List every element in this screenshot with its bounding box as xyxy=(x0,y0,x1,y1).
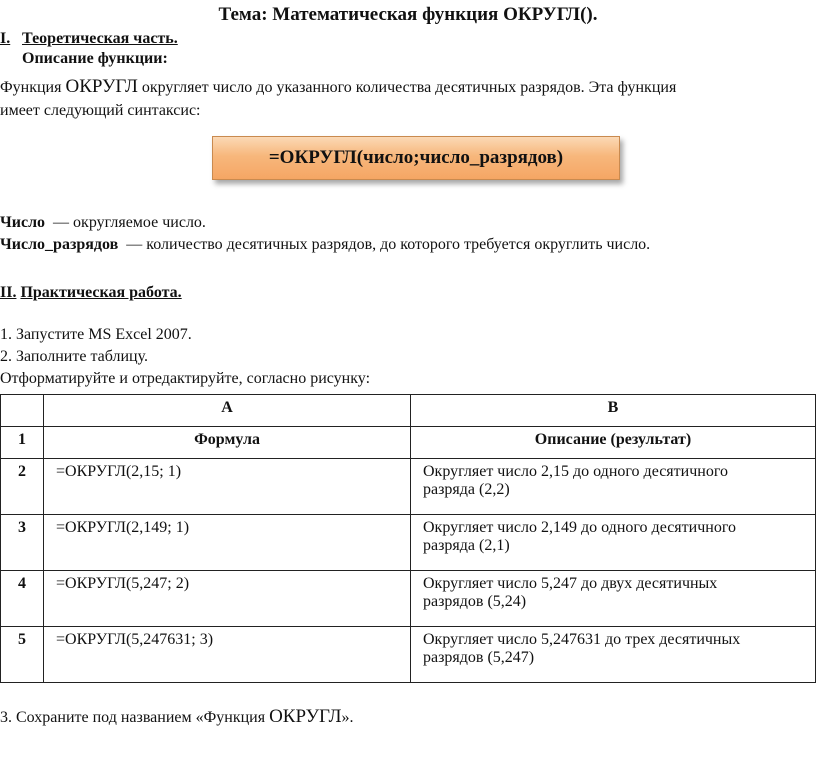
step-2-instruction: Отформатируйте и отредактируйте, согласно рисунку: xyxy=(0,370,371,387)
row-number: 3 xyxy=(1,515,44,571)
table-column-letters-row xyxy=(1,395,816,427)
syntax-formula: =ОКРУГЛ(число;число_разрядов) xyxy=(268,147,564,168)
description-line-1 xyxy=(0,76,676,98)
description-line: разрядов (5,24) xyxy=(423,593,527,610)
description-line: Округляет число 2,15 до одного десятичного xyxy=(423,463,728,480)
arg-number-desc: — округляемое число. xyxy=(53,214,206,231)
arg-digits xyxy=(0,236,650,254)
row-number: 5 xyxy=(1,627,44,683)
step-1: 1. Запустите MS Excel 2007. xyxy=(0,326,192,343)
description-cell xyxy=(411,459,816,515)
description-cell xyxy=(411,571,816,627)
step-3-function-name: ОКРУГЛ xyxy=(269,706,342,727)
arg-digits-name: Число_разрядов xyxy=(0,236,119,253)
section1-numeral-text: I. xyxy=(0,30,11,47)
row-number: 4 xyxy=(1,571,44,627)
description-line: разрядов (5,247) xyxy=(423,649,535,666)
description-line-2: имеет следующий синтаксис: xyxy=(0,102,201,119)
column-letter-a: A xyxy=(44,395,411,427)
syntax-box xyxy=(212,136,620,180)
function-description-heading: Описание функции: xyxy=(22,50,168,67)
row-number: 1 xyxy=(1,427,44,459)
header-formula: Формула xyxy=(44,427,411,459)
section1-heading xyxy=(22,30,178,48)
section2-heading xyxy=(0,284,182,302)
formula-cell: =ОКРУГЛ(2,15; 1) xyxy=(44,459,411,515)
column-letter-b: B xyxy=(411,395,816,427)
row-number: 2 xyxy=(1,459,44,515)
formula-cell: =ОКРУГЛ(2,149; 1) xyxy=(44,515,411,571)
step-3-suffix: ». xyxy=(341,709,354,726)
description-prefix: Функция xyxy=(0,79,66,96)
arg-number xyxy=(0,214,206,232)
section2-numeral-text: II. xyxy=(0,284,17,301)
description-line: разряда (2,1) xyxy=(423,537,510,554)
description-cell xyxy=(411,627,816,683)
table-row xyxy=(1,571,816,627)
example-table xyxy=(0,394,816,683)
page-title: Тема: Математическая функция ОКРУГЛ(). xyxy=(218,4,598,25)
description-line: Округляет число 2,149 до одного десятичного xyxy=(423,519,736,536)
header-description: Описание (результат) xyxy=(411,427,816,459)
section1-numeral xyxy=(0,30,10,48)
arg-number-name: Число xyxy=(0,214,46,231)
description-suffix: округляет число до указанного количества десятичных разрядов. Эта функция xyxy=(137,79,677,96)
description-cell xyxy=(411,515,816,571)
table-row xyxy=(1,627,816,683)
arg-digits-desc: — количество десятичных разрядов, до которого требуется округлить число. xyxy=(126,236,651,253)
description-line: Округляет число 5,247 до двух десятичных xyxy=(423,575,718,592)
table-row xyxy=(1,515,816,571)
section2-heading-text: Практическая работа. xyxy=(20,284,182,301)
step-2: 2. Заполните таблицу. xyxy=(0,348,148,365)
step-3-prefix: 3. Сохраните под названием «Функция xyxy=(0,709,270,726)
description-line: разряда (2,2) xyxy=(423,481,510,498)
description-line: Округляет число 5,247631 до трех десятичных xyxy=(423,631,741,648)
table-row xyxy=(1,459,816,515)
table-header-row xyxy=(1,427,816,459)
formula-cell: =ОКРУГЛ(5,247631; 3) xyxy=(44,627,411,683)
step-3 xyxy=(0,706,353,728)
function-name: ОКРУГЛ xyxy=(65,76,138,97)
section1-heading-text: Теоретическая часть. xyxy=(22,30,178,47)
corner-cell xyxy=(1,395,44,427)
formula-cell: =ОКРУГЛ(5,247; 2) xyxy=(44,571,411,627)
